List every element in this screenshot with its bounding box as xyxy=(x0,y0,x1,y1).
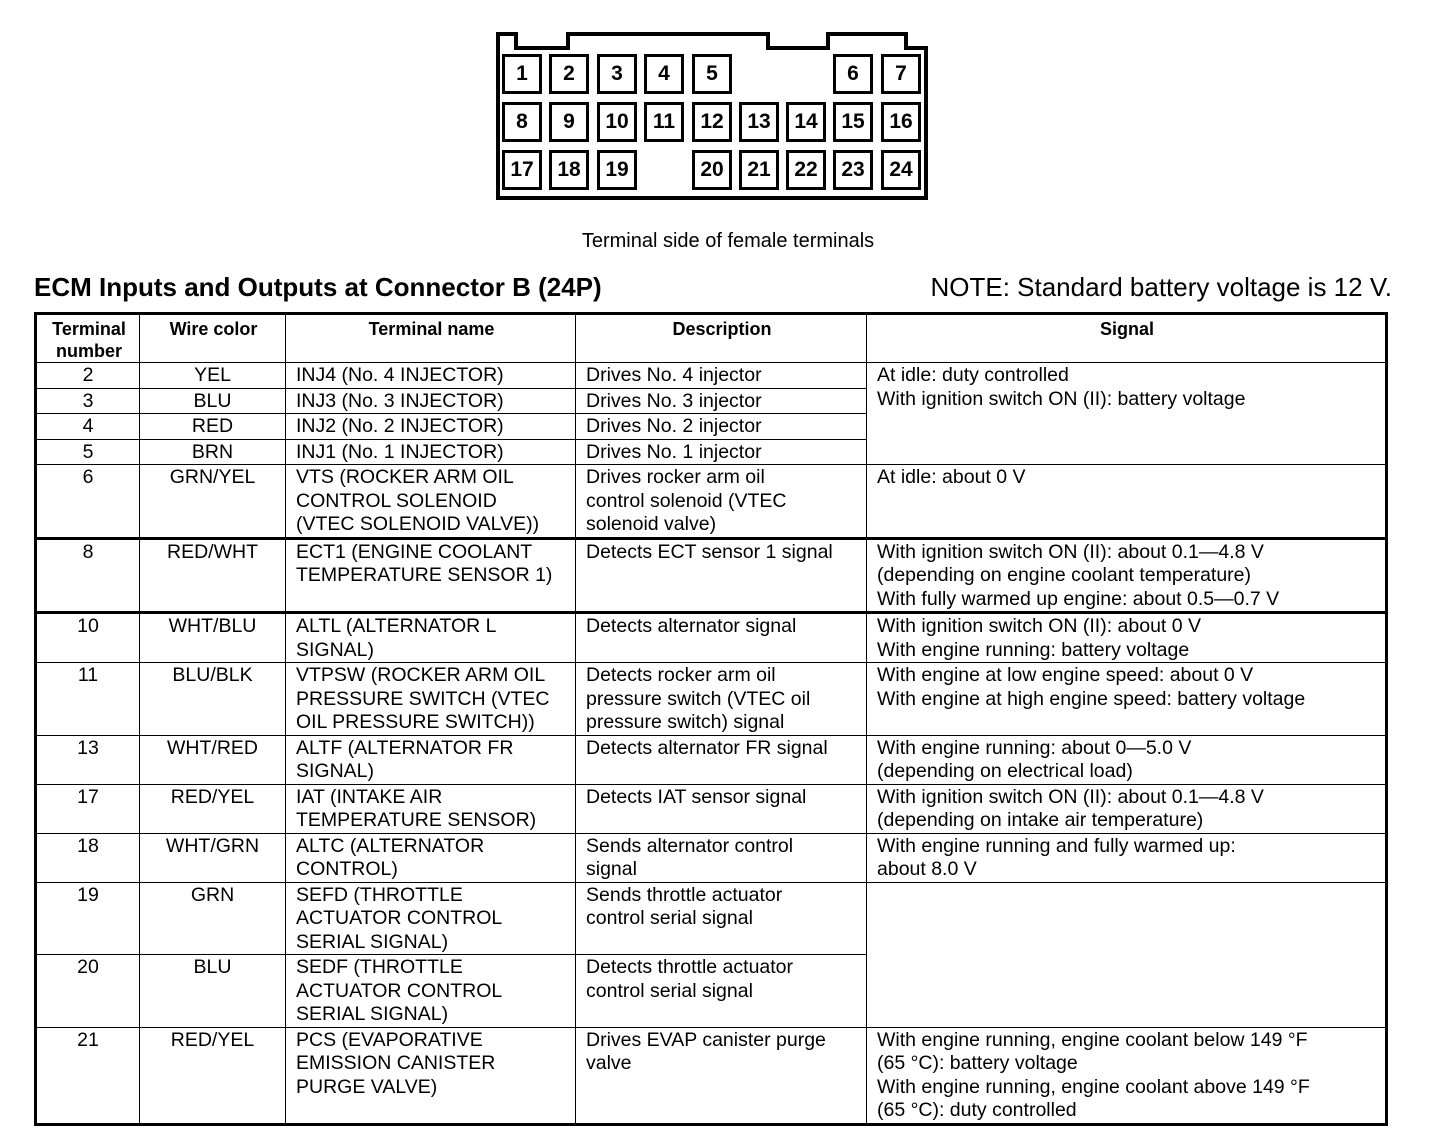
connector-pin-12: 12 xyxy=(692,102,732,142)
cell-line: (depending on electrical load) xyxy=(877,760,1133,782)
cell-line: (VTEC SOLENOID VALVE)) xyxy=(296,513,540,535)
connector-pin-6: 6 xyxy=(833,54,873,94)
connector-pin-8: 8 xyxy=(502,102,542,142)
cell-line: control serial signal xyxy=(586,907,753,929)
cell-line: ECT1 (ENGINE COOLANT xyxy=(296,540,533,563)
terminal-name-cell xyxy=(286,882,576,955)
wire-color-cell: GRN/YEL xyxy=(140,465,286,539)
cell-line: With engine running: about 0—5.0 V xyxy=(877,736,1192,759)
table-row xyxy=(36,882,1387,955)
cell-line: (depending on engine coolant temperature) xyxy=(877,564,1252,586)
cell-line: INJ3 (No. 3 INJECTOR) xyxy=(296,389,504,412)
terminal-number-cell: 21 xyxy=(36,1027,140,1124)
connector-pin-17: 17 xyxy=(502,150,542,190)
connector-pin-7: 7 xyxy=(881,54,921,94)
wire-color-cell: BRN xyxy=(140,439,286,465)
signal-cell xyxy=(867,833,1387,882)
voltage-note: NOTE: Standard battery voltage is 12 V. xyxy=(930,272,1392,302)
connector-pin-23: 23 xyxy=(833,150,873,190)
wire-color-cell: WHT/BLU xyxy=(140,613,286,663)
terminal-number-cell: 10 xyxy=(36,613,140,663)
terminal-name-cell xyxy=(286,613,576,663)
cell-line: ACTUATOR CONTROL xyxy=(296,979,503,1002)
description-cell xyxy=(576,735,867,784)
terminal-number-cell: 18 xyxy=(36,833,140,882)
wire-color-cell: RED/YEL xyxy=(140,1027,286,1124)
signal-cell xyxy=(867,663,1387,736)
cell-line: With ignition switch ON (II): about 0.1—4.8 V xyxy=(877,785,1264,808)
cell-line: control serial signal xyxy=(586,979,753,1002)
connector-pin-1: 1 xyxy=(502,54,542,94)
connector-pin-16: 16 xyxy=(881,102,921,142)
terminal-name-cell xyxy=(286,955,576,1028)
wire-color-cell: BLU/BLK xyxy=(140,663,286,736)
table-row xyxy=(36,363,1387,389)
description-cell xyxy=(576,955,867,1028)
header-signal: Signal xyxy=(867,314,1387,363)
signal-cell xyxy=(867,465,1387,539)
terminal-number-cell: 17 xyxy=(36,784,140,833)
connector-pin-2: 2 xyxy=(549,54,589,94)
cell-line: about 8.0 V xyxy=(877,858,977,880)
header-terminal-number: Terminal number xyxy=(36,314,140,363)
terminal-name-cell xyxy=(286,388,576,414)
header-wire-color: Wire color xyxy=(140,314,286,363)
terminal-name-cell xyxy=(286,538,576,613)
cell-line: pressure switch (VTEC oil xyxy=(586,687,811,710)
terminal-name-cell xyxy=(286,363,576,389)
cell-line: ALTC (ALTERNATOR xyxy=(296,834,485,857)
cell-line: valve xyxy=(586,1052,632,1074)
table-row xyxy=(36,538,1387,613)
description-cell xyxy=(576,1027,867,1124)
terminal-name-cell xyxy=(286,735,576,784)
cell-line: ALTL (ALTERNATOR L xyxy=(296,615,497,637)
terminal-number-cell: 4 xyxy=(36,414,140,440)
description-cell xyxy=(576,663,867,736)
description-cell xyxy=(576,613,867,663)
cell-line: VTS (ROCKER ARM OIL xyxy=(296,466,514,488)
terminal-number-cell: 19 xyxy=(36,882,140,955)
table-row xyxy=(36,613,1387,663)
cell-line: SERIAL SIGNAL) xyxy=(296,1003,449,1025)
cell-line: SIGNAL) xyxy=(296,760,375,782)
description-cell xyxy=(576,784,867,833)
connector-pin-22: 22 xyxy=(786,150,826,190)
wire-color-cell: WHT/GRN xyxy=(140,833,286,882)
cell-line: At idle: duty controlled xyxy=(877,364,1069,386)
terminal-name-cell xyxy=(286,439,576,465)
terminal-name-cell xyxy=(286,663,576,736)
cell-line: Detects throttle actuator xyxy=(586,956,794,978)
table-row xyxy=(36,955,1387,1028)
io-table xyxy=(34,312,1385,1126)
description-cell xyxy=(576,882,867,955)
cell-line: solenoid valve) xyxy=(586,513,717,535)
signal-cell xyxy=(867,735,1387,784)
terminal-number-cell: 11 xyxy=(36,663,140,736)
cell-line: (65 °C): battery voltage xyxy=(877,1052,1078,1074)
cell-line: With engine running, engine coolant above 149 °F xyxy=(877,1075,1310,1098)
cell-line: With engine at low engine speed: about 0 V xyxy=(877,664,1254,686)
cell-line: VTPSW (ROCKER ARM OIL xyxy=(296,664,546,686)
connector-pin-20: 20 xyxy=(692,150,732,190)
terminal-name-cell xyxy=(286,784,576,833)
cell-line: With ignition switch ON (II): battery voltage xyxy=(877,387,1246,410)
signal-cell xyxy=(867,955,1387,1028)
connector-pin-11: 11 xyxy=(644,102,684,142)
description-cell xyxy=(576,538,867,613)
connector-caption: Terminal side of female terminals xyxy=(581,230,875,252)
terminal-name-cell xyxy=(286,465,576,539)
signal-cell xyxy=(867,613,1387,663)
connector-pin-21: 21 xyxy=(739,150,779,190)
wire-color-cell: YEL xyxy=(140,363,286,389)
cell-line: signal xyxy=(586,858,637,880)
cell-line: IAT (INTAKE AIR xyxy=(296,785,443,808)
connector-pin-4: 4 xyxy=(644,54,684,94)
connector-pin-24: 24 xyxy=(881,150,921,190)
cell-line: PURGE VALVE) xyxy=(296,1075,438,1098)
description-cell xyxy=(576,439,867,465)
terminal-number-cell: 6 xyxy=(36,465,140,539)
terminal-number-cell: 20 xyxy=(36,955,140,1028)
connector-pin-5: 5 xyxy=(692,54,732,94)
wire-color-cell: GRN xyxy=(140,882,286,955)
table-row xyxy=(36,1027,1387,1124)
signal-cell xyxy=(867,882,1387,955)
cell-line: (depending on intake air temperature) xyxy=(877,809,1204,831)
cell-line: With fully warmed up engine: about 0.5—0.7 V xyxy=(877,587,1280,610)
cell-line: SERIAL SIGNAL) xyxy=(296,930,449,953)
table-row xyxy=(36,784,1387,833)
description-cell xyxy=(576,414,867,440)
signal-cell xyxy=(867,363,1387,465)
cell-line: PCS (EVAPORATIVE xyxy=(296,1028,483,1051)
cell-line: Drives No. 2 injector xyxy=(586,415,762,437)
wire-color-cell: RED/WHT xyxy=(140,538,286,613)
cell-line: INJ2 (No. 2 INJECTOR) xyxy=(296,415,504,437)
table-row xyxy=(36,735,1387,784)
cell-line: With engine running, engine coolant below 149 °F xyxy=(877,1028,1308,1051)
wire-color-cell: WHT/RED xyxy=(140,735,286,784)
cell-line: (65 °C): duty controlled xyxy=(877,1099,1077,1121)
description-cell xyxy=(576,363,867,389)
signal-cell xyxy=(867,538,1387,613)
cell-line: Drives No. 4 injector xyxy=(586,364,762,386)
connector-pin-14: 14 xyxy=(786,102,826,142)
description-cell xyxy=(576,388,867,414)
terminal-name-cell xyxy=(286,414,576,440)
description-cell xyxy=(576,465,867,539)
cell-line: SEDF (THROTTLE xyxy=(296,956,463,978)
terminal-number-cell: 8 xyxy=(36,538,140,613)
wire-color-cell: RED/YEL xyxy=(140,784,286,833)
connector-pin-18: 18 xyxy=(549,150,589,190)
connector-pin-13: 13 xyxy=(739,102,779,142)
cell-line: Sends throttle actuator xyxy=(586,883,783,906)
table-row xyxy=(36,465,1387,539)
cell-line: With engine running: battery voltage xyxy=(877,638,1190,661)
signal-cell xyxy=(867,784,1387,833)
cell-line: TEMPERATURE SENSOR) xyxy=(296,809,537,831)
cell-line: Drives rocker arm oil xyxy=(586,466,765,488)
cell-line: SEFD (THROTTLE xyxy=(296,883,463,906)
connector-diagram xyxy=(496,32,928,200)
cell-line: INJ1 (No. 1 INJECTOR) xyxy=(296,440,504,463)
cell-line: ACTUATOR CONTROL xyxy=(296,907,503,929)
signal-cell xyxy=(867,1027,1387,1124)
cell-line: pressure switch) signal xyxy=(586,711,785,733)
wire-color-cell: BLU xyxy=(140,955,286,1028)
cell-line: Sends alternator control xyxy=(586,834,794,857)
cell-line: Detects rocker arm oil xyxy=(586,664,776,686)
cell-line: control solenoid (VTEC xyxy=(586,489,787,512)
connector-pin-10: 10 xyxy=(597,102,637,142)
cell-line: Drives EVAP canister purge xyxy=(586,1028,826,1051)
cell-line: TEMPERATURE SENSOR 1) xyxy=(296,564,553,586)
header-description: Description xyxy=(576,314,867,363)
cell-line: PRESSURE SWITCH (VTEC xyxy=(296,687,550,710)
cell-line: ALTF (ALTERNATOR FR xyxy=(296,736,514,759)
cell-line: With ignition switch ON (II): about 0 V xyxy=(877,615,1202,637)
cell-line: INJ4 (No. 4 INJECTOR) xyxy=(296,364,504,386)
header-terminal-name: Terminal name xyxy=(286,314,576,363)
table-row xyxy=(36,833,1387,882)
terminal-name-cell xyxy=(286,833,576,882)
cell-line: Detects IAT sensor signal xyxy=(586,785,807,808)
cell-line: OIL PRESSURE SWITCH)) xyxy=(296,711,535,733)
page-title: ECM Inputs and Outputs at Connector B (24P) xyxy=(34,272,602,302)
terminal-number-cell: 5 xyxy=(36,439,140,465)
connector-pin-15: 15 xyxy=(833,102,873,142)
table-row xyxy=(36,663,1387,736)
terminal-number-cell: 2 xyxy=(36,363,140,389)
connector-pin-9: 9 xyxy=(549,102,589,142)
cell-line: With ignition switch ON (II): about 0.1—4.8 V xyxy=(877,540,1264,563)
cell-line: EMISSION CANISTER xyxy=(296,1052,496,1074)
connector-pin-19: 19 xyxy=(597,150,637,190)
cell-line: SIGNAL) xyxy=(296,638,375,661)
cell-line: Detects alternator FR signal xyxy=(586,736,828,759)
cell-line: Detects alternator signal xyxy=(586,615,797,637)
terminal-name-cell xyxy=(286,1027,576,1124)
description-cell xyxy=(576,833,867,882)
cell-line: At idle: about 0 V xyxy=(877,466,1026,488)
cell-line: With engine running and fully warmed up: xyxy=(877,834,1236,857)
cell-line: CONTROL SOLENOID xyxy=(296,489,497,512)
cell-line: Drives No. 3 injector xyxy=(586,389,762,412)
cell-line: Detects ECT sensor 1 signal xyxy=(586,540,833,563)
cell-line: CONTROL) xyxy=(296,858,398,880)
terminal-number-cell: 13 xyxy=(36,735,140,784)
wire-color-cell: BLU xyxy=(140,388,286,414)
cell-line: With engine at high engine speed: battery voltage xyxy=(877,687,1306,710)
wire-color-cell: RED xyxy=(140,414,286,440)
connector-pin-3: 3 xyxy=(597,54,637,94)
cell-line: Drives No. 1 injector xyxy=(586,440,762,463)
terminal-number-cell: 3 xyxy=(36,388,140,414)
